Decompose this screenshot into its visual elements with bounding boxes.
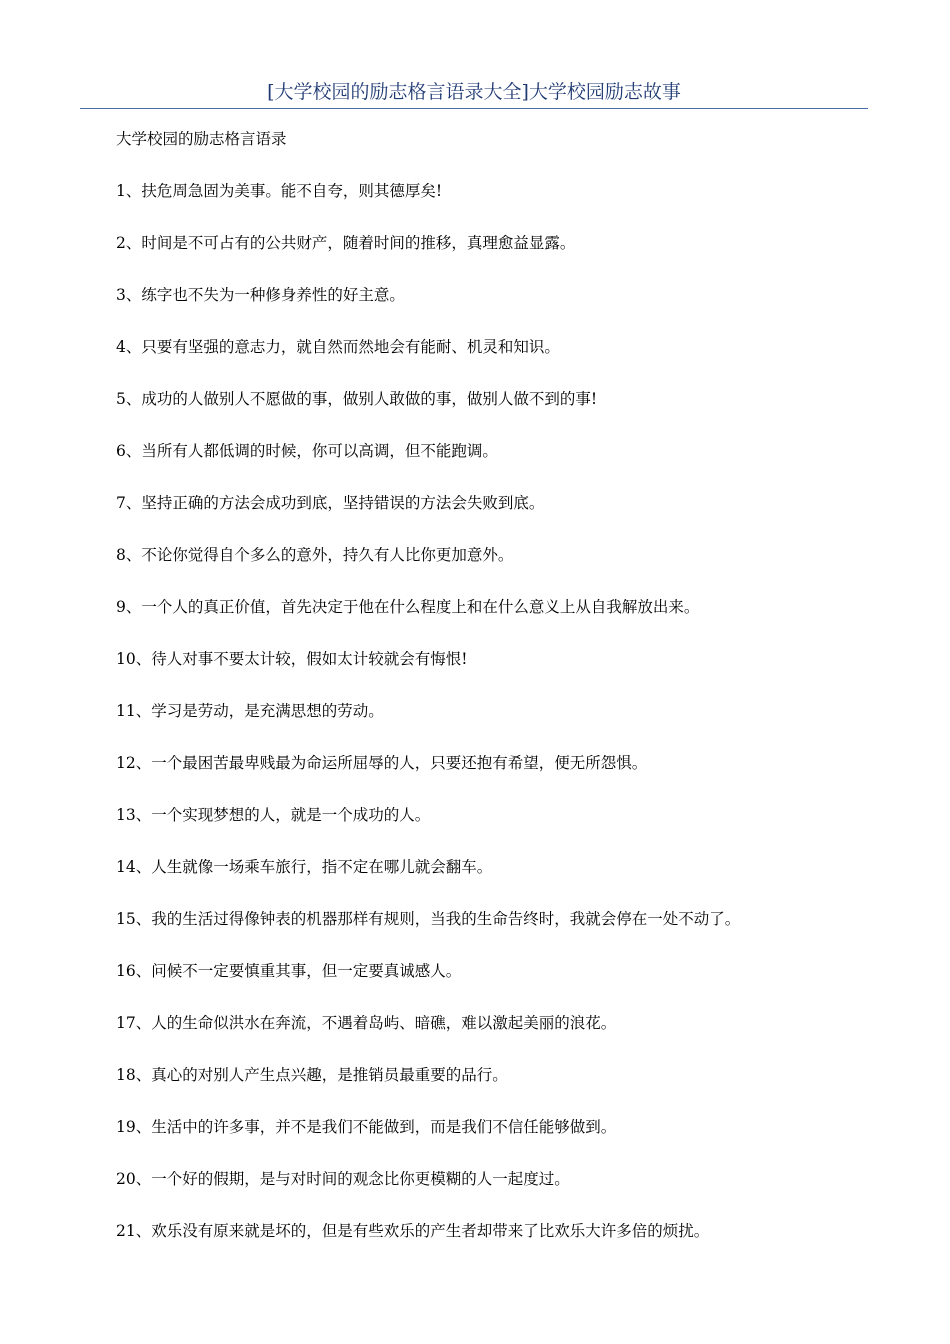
quote-item: 11、学习是劳动，是充满思想的劳动。 (116, 702, 384, 720)
quote-item: 20、一个好的假期，是与对时间的观念比你更模糊的人一起度过。 (116, 1170, 570, 1188)
quote-item: 10、待人对事不要太计较，假如太计较就会有悔恨! (116, 650, 468, 668)
quote-item: 13、一个实现梦想的人，就是一个成功的人。 (116, 806, 431, 824)
quote-item: 12、一个最困苦最卑贱最为命运所屈辱的人，只要还抱有希望，便无所怨惧。 (116, 754, 648, 772)
section-title: 大学校园的励志格言语录 (116, 130, 287, 148)
page-header-title: [大学校园的励志格言语录大全]大学校园励志故事 (267, 81, 681, 103)
quote-item: 21、欢乐没有原来就是坏的，但是有些欢乐的产生者却带来了比欢乐大许多倍的烦扰。 (116, 1222, 710, 1240)
quote-item: 3、练字也不失为一种修身养性的好主意。 (116, 286, 405, 304)
document-body (116, 124, 836, 1268)
quote-item: 2、时间是不可占有的公共财产，随着时间的推移，真理愈益显露。 (116, 234, 576, 252)
quote-item: 15、我的生活过得像钟表的机器那样有规则，当我的生命告终时，我就会停在一处不动了。 (116, 910, 741, 928)
quote-item: 19、生活中的许多事，并不是我们不能做到，而是我们不信任能够做到。 (116, 1118, 617, 1136)
quote-item: 7、坚持正确的方法会成功到底，坚持错误的方法会失败到底。 (116, 494, 545, 512)
quote-item: 14、人生就像一场乘车旅行，指不定在哪儿就会翻车。 (116, 858, 493, 876)
quote-item: 17、人的生命似洪水在奔流，不遇着岛屿、暗礁，难以激起美丽的浪花。 (116, 1014, 617, 1032)
quote-item: 8、不论你觉得自个多么的意外，持久有人比你更加意外。 (116, 546, 514, 564)
quote-item: 6、当所有人都低调的时候，你可以高调，但不能跑调。 (116, 442, 498, 460)
header-divider (80, 108, 868, 109)
quote-list (116, 176, 836, 1246)
quote-item: 16、问候不一定要慎重其事，但一定要真诚感人。 (116, 962, 462, 980)
quote-item: 4、只要有坚强的意志力，就自然而然地会有能耐、机灵和知识。 (116, 338, 560, 356)
quote-item: 9、一个人的真正价值，首先决定于他在什么程度上和在什么意义上从自我解放出来。 (116, 598, 700, 616)
quote-item: 18、真心的对别人产生点兴趣，是推销员最重要的品行。 (116, 1066, 508, 1084)
quote-item: 1、扶危周急固为美事。能不自夸，则其德厚矣! (116, 182, 443, 200)
quote-item: 5、成功的人做别人不愿做的事，做别人敢做的事，做别人做不到的事! (116, 390, 598, 408)
